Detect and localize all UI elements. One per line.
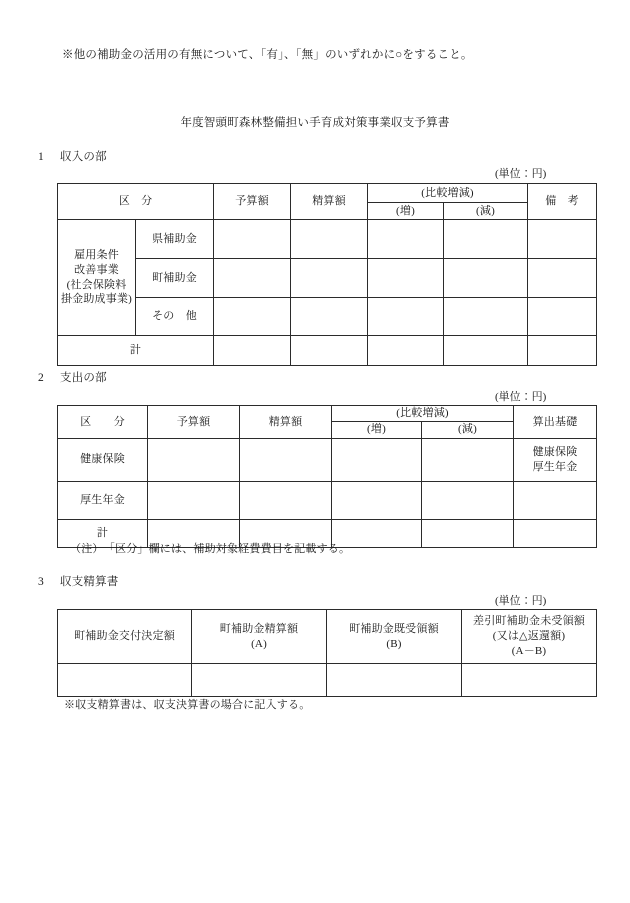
expenditure-cell-basis[interactable]	[514, 481, 597, 519]
income-row-label-cho: 町補助金	[136, 259, 214, 298]
income-header-settlement: 精算額	[291, 184, 368, 220]
income-cell-remarks[interactable]	[528, 259, 597, 298]
expenditure-header-decrease: (減)	[422, 421, 514, 438]
income-cell-decrease[interactable]	[444, 220, 528, 259]
settlement-cell-settled[interactable]	[192, 664, 327, 697]
expenditure-cell-increase[interactable]	[332, 438, 422, 481]
section-1-unit-label: (単位：円)	[495, 168, 547, 180]
settlement-header-received: 町補助金既受領額 (B)	[327, 610, 462, 664]
table-row	[58, 438, 597, 481]
income-cell-budget[interactable]	[214, 298, 291, 336]
expenditure-table	[57, 405, 597, 548]
settlement-header-decided: 町補助金交付決定額	[58, 610, 192, 664]
income-cell-increase[interactable]	[368, 298, 444, 336]
income-cell-remarks[interactable]	[528, 298, 597, 336]
income-row-label-other: その 他	[136, 298, 214, 336]
settlement-header-settled: 町補助金精算額 (A)	[192, 610, 327, 664]
expenditure-cell-settlement[interactable]	[240, 481, 332, 519]
expenditure-header-budget: 予算額	[148, 406, 240, 439]
income-cell-budget[interactable]	[214, 220, 291, 259]
expenditure-header-settlement: 精算額	[240, 406, 332, 439]
income-header-increase: (増)	[368, 203, 444, 220]
settlement-cell-balance[interactable]	[462, 664, 597, 697]
income-cell-decrease[interactable]	[444, 259, 528, 298]
income-cell-settlement[interactable]	[291, 220, 368, 259]
expenditure-total-decrease[interactable]	[422, 519, 514, 547]
section-2-heading	[38, 369, 107, 385]
expenditure-header-increase: (増)	[332, 421, 422, 438]
expenditure-header-basis: 算出基礎	[514, 406, 597, 439]
income-header-budget: 予算額	[214, 184, 291, 220]
expenditure-row-label-health: 健康保険	[58, 438, 148, 481]
section-1-heading	[38, 148, 107, 164]
settlement-header-row	[58, 610, 597, 664]
income-header-comparison: (比較増減)	[368, 184, 528, 203]
income-cell-decrease[interactable]	[444, 298, 528, 336]
section-1-label: 収入の部	[60, 151, 107, 163]
table-row	[58, 220, 597, 259]
section-3-label: 収支精算書	[60, 576, 119, 588]
section-1-number: 1	[38, 151, 44, 163]
section-3-heading	[38, 573, 119, 589]
income-total-row	[58, 336, 597, 366]
expenditure-row-label-pension: 厚生年金	[58, 481, 148, 519]
section-3-number: 3	[38, 576, 44, 588]
settlement-value-row	[58, 664, 597, 697]
table-row	[58, 298, 597, 336]
settlement-header-balance: 差引町補助金未受領額 (又は△返還額) (A－B)	[462, 610, 597, 664]
settlement-cell-decided[interactable]	[58, 664, 192, 697]
section-2-number: 2	[38, 372, 44, 384]
income-row-label-ken: 県補助金	[136, 220, 214, 259]
income-table	[57, 183, 597, 366]
income-total-budget[interactable]	[214, 336, 291, 366]
income-cell-remarks[interactable]	[528, 220, 597, 259]
expenditure-cell-basis[interactable]: 健康保険 厚生年金	[514, 438, 597, 481]
expenditure-header-category: 区 分	[58, 406, 148, 439]
expenditure-cell-decrease[interactable]	[422, 481, 514, 519]
income-total-label: 計	[58, 336, 214, 366]
settlement-footnote: ※収支精算書は、収支決算書の場合に記入する。	[64, 699, 311, 711]
page-title: 年度智頭町森林整備担い手育成対策事業収支予算書	[180, 117, 450, 129]
income-cell-budget[interactable]	[214, 259, 291, 298]
top-note: ※他の補助金の活用の有無について、「有」、「無」のいずれかに○をすること。	[62, 49, 473, 61]
income-cell-increase[interactable]	[368, 259, 444, 298]
expenditure-header-comparison: (比較増減)	[332, 406, 514, 422]
income-total-settlement[interactable]	[291, 336, 368, 366]
expenditure-cell-decrease[interactable]	[422, 438, 514, 481]
expenditure-cell-settlement[interactable]	[240, 438, 332, 481]
expenditure-cell-increase[interactable]	[332, 481, 422, 519]
expenditure-cell-budget[interactable]	[148, 438, 240, 481]
settlement-cell-received[interactable]	[327, 664, 462, 697]
income-group-label: 雇用条件 改善事業 (社会保険料 掛金助成事業)	[58, 220, 136, 336]
income-header-remarks: 備 考	[528, 184, 597, 220]
expenditure-total-basis[interactable]	[514, 519, 597, 547]
income-header-category: 区 分	[58, 184, 214, 220]
income-cell-settlement[interactable]	[291, 298, 368, 336]
income-header-decrease: (減)	[444, 203, 528, 220]
table-row	[58, 481, 597, 519]
income-total-increase[interactable]	[368, 336, 444, 366]
settlement-table	[57, 609, 597, 697]
income-total-decrease[interactable]	[444, 336, 528, 366]
income-header-row-1	[58, 184, 597, 203]
section-2-label: 支出の部	[60, 372, 107, 384]
income-cell-increase[interactable]	[368, 220, 444, 259]
expenditure-total-label: 計	[58, 519, 148, 547]
income-cell-settlement[interactable]	[291, 259, 368, 298]
expenditure-footnote: （注） 「区分」欄には、補助対象経費費目を記載する。	[70, 543, 351, 555]
income-total-remarks[interactable]	[528, 336, 597, 366]
section-3-unit-label: (単位：円)	[495, 595, 547, 607]
section-2-unit-label: (単位：円)	[495, 391, 547, 403]
table-row	[58, 259, 597, 298]
expenditure-cell-budget[interactable]	[148, 481, 240, 519]
expenditure-header-row-1	[58, 406, 597, 422]
